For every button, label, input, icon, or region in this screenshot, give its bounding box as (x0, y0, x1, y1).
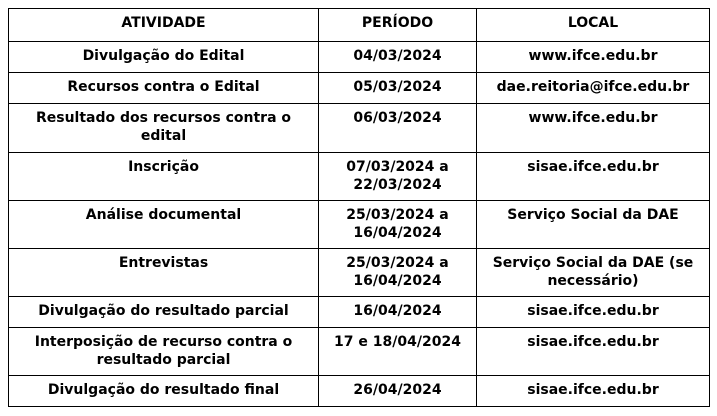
table-row (9, 73, 710, 104)
table-row (9, 42, 710, 73)
table-row (9, 297, 710, 328)
cell-atividade: Divulgação do resultado parcial (9, 297, 319, 328)
cell-atividade: Análise documental (9, 201, 319, 249)
cell-atividade: Interposição de recurso contra o resultado parcial (9, 328, 319, 376)
cell-periodo: 17 e 18/04/2024 (319, 328, 477, 376)
header-atividade: ATIVIDADE (9, 9, 319, 42)
cell-periodo: 04/03/2024 (319, 42, 477, 73)
cell-atividade: Recursos contra o Edital (9, 73, 319, 104)
header-periodo: PERÍODO (319, 9, 477, 42)
table-header-row (9, 9, 710, 42)
cell-atividade: Divulgação do Edital (9, 42, 319, 73)
cell-periodo: 25/03/2024 a 16/04/2024 (319, 249, 477, 297)
schedule-table (8, 8, 710, 407)
table-row (9, 153, 710, 201)
table-row (9, 104, 710, 153)
table-row (9, 201, 710, 249)
cell-periodo: 05/03/2024 (319, 73, 477, 104)
cell-local: www.ifce.edu.br (477, 42, 710, 73)
cell-periodo: 16/04/2024 (319, 297, 477, 328)
cell-local: www.ifce.edu.br (477, 104, 710, 153)
table-row (9, 328, 710, 376)
cell-local: sisae.ifce.edu.br (477, 328, 710, 376)
cell-periodo: 26/04/2024 (319, 376, 477, 407)
table-row (9, 249, 710, 297)
cell-periodo: 25/03/2024 a 16/04/2024 (319, 201, 477, 249)
cell-local: Serviço Social da DAE (se necessário) (477, 249, 710, 297)
cell-atividade: Divulgação do resultado final (9, 376, 319, 407)
table-row (9, 376, 710, 407)
cell-periodo: 06/03/2024 (319, 104, 477, 153)
header-local: LOCAL (477, 9, 710, 42)
cell-atividade: Entrevistas (9, 249, 319, 297)
cell-local: sisae.ifce.edu.br (477, 297, 710, 328)
cell-atividade: Resultado dos recursos contra o edital (9, 104, 319, 153)
cell-atividade: Inscrição (9, 153, 319, 201)
cell-local: sisae.ifce.edu.br (477, 153, 710, 201)
cell-local: Serviço Social da DAE (477, 201, 710, 249)
cell-periodo: 07/03/2024 a 22/03/2024 (319, 153, 477, 201)
cell-local: dae.reitoria@ifce.edu.br (477, 73, 710, 104)
cell-local: sisae.ifce.edu.br (477, 376, 710, 407)
